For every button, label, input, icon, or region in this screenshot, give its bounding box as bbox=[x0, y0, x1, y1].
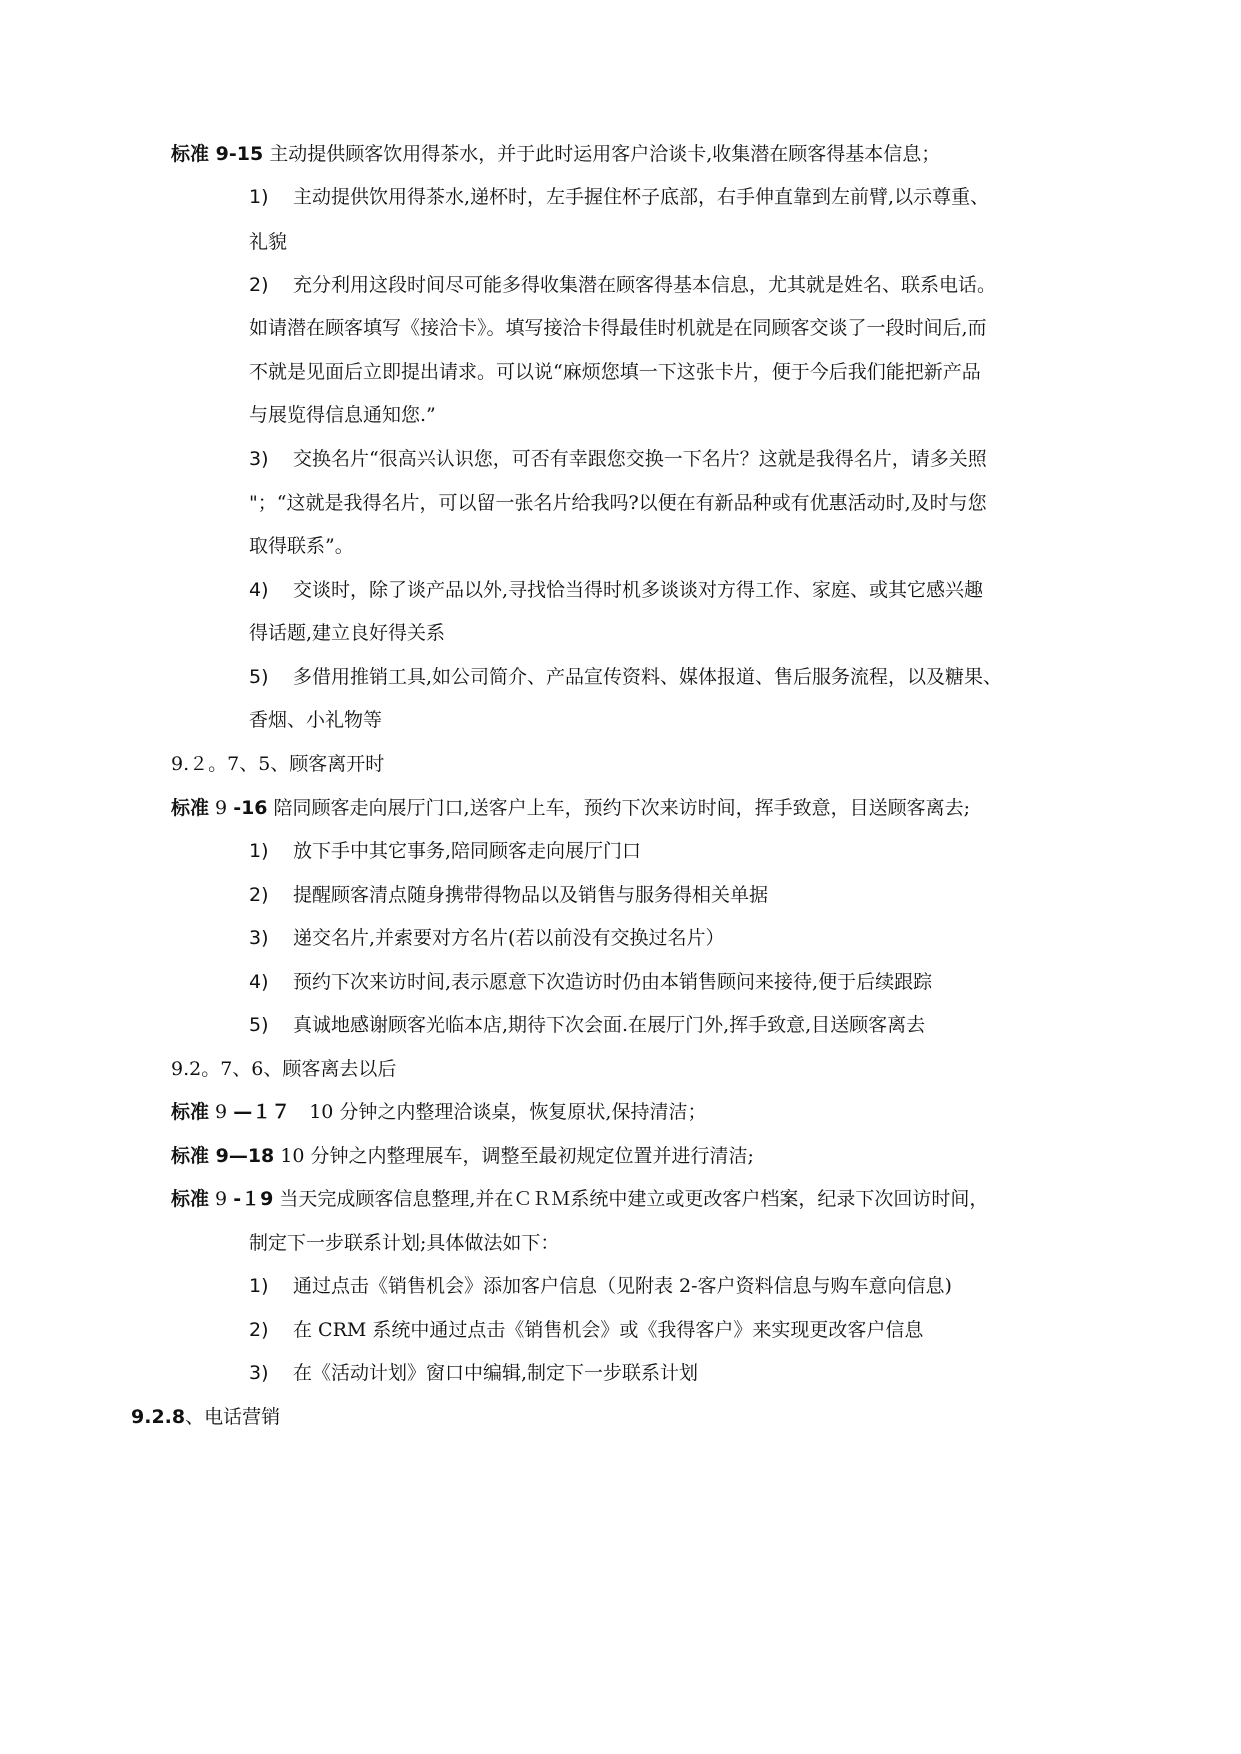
list-item bbox=[249, 445, 987, 473]
item-number: 3) bbox=[249, 1362, 269, 1384]
list-item bbox=[249, 271, 996, 299]
item-number: 4) bbox=[249, 579, 269, 601]
list-item-continuation: 取得联系”。 bbox=[249, 535, 354, 557]
standard-label: 标准 bbox=[171, 797, 210, 819]
item-number: 2) bbox=[249, 274, 269, 296]
list-item bbox=[249, 1359, 698, 1387]
item-number: 2) bbox=[249, 1319, 269, 1341]
standard-9-17-heading bbox=[171, 1098, 706, 1126]
section-heading: 9.２。7、5、顾客离开时 bbox=[171, 753, 385, 775]
item-number: 3) bbox=[249, 927, 269, 949]
item-text: 交换名片“很高兴认识您，可否有幸跟您交换一下名片？这就是我得名片，请多关照 bbox=[293, 448, 987, 470]
item-text: 在《活动计划》窗口中编辑,制定下一步联系计划 bbox=[293, 1362, 699, 1384]
list-item-continuation: 香烟、小礼物等 bbox=[249, 709, 383, 731]
item-number: 5) bbox=[249, 666, 269, 688]
standard-9-16-heading bbox=[171, 794, 970, 822]
standard-text: 陪同顾客走向展厅门口,送客户上车，预约下次来访时间，挥手致意，目送顾客离去; bbox=[267, 797, 970, 819]
standard-text: 10 分钟之内整理洽谈桌，恢复原状,保持清洁； bbox=[290, 1101, 707, 1123]
item-number: 1) bbox=[249, 1275, 269, 1297]
standard-9-15-heading bbox=[171, 140, 940, 168]
standard-text: 当天完成顾客信息整理,并在ＣＲＭ系统中建立或更改客户档案，纪录下次回访时间， bbox=[273, 1188, 989, 1210]
list-item-continuation: "；“这就是我得名片，可以留一张名片给我吗?以便在有新品种或有优惠活动时,及时与您 bbox=[249, 492, 987, 514]
list-item-continuation: 与展览得信息通知您.” bbox=[249, 404, 436, 426]
item-number: 1) bbox=[249, 840, 269, 862]
list-item bbox=[249, 837, 641, 865]
item-number: 4) bbox=[249, 971, 269, 993]
standard-label-suffix: —１７ bbox=[233, 1101, 291, 1123]
item-text: 提醒顾客清点随身携带得物品以及销售与服务得相关单据 bbox=[293, 884, 769, 906]
standard-label-number: 9 bbox=[209, 1188, 234, 1210]
item-text: 多借用推销工具,如公司简介、产品宣传资料、媒体报道、售后服务流程，以及糖果、 bbox=[293, 666, 1003, 688]
standard-label: 标准 bbox=[171, 1188, 210, 1210]
item-text: 真诚地感谢顾客光临本店,期待下次会面.在展厅门外,挥手致意,目送顾客离去 bbox=[293, 1014, 926, 1036]
item-number: 3) bbox=[249, 448, 269, 470]
standard-label-suffix: -１9 bbox=[233, 1188, 274, 1210]
list-item bbox=[249, 1011, 925, 1039]
list-item bbox=[249, 576, 983, 604]
item-text: 通过点击《销售机会》添加客户信息（见附表 2-客户资料信息与购车意向信息) bbox=[293, 1275, 952, 1297]
standard-continuation: 制定下一步联系计划;具体做法如下： bbox=[249, 1232, 560, 1254]
item-text: 放下手中其它事务,陪同顾客走向展厅门口 bbox=[293, 840, 642, 862]
list-item bbox=[249, 881, 768, 909]
standard-9-19-heading bbox=[171, 1185, 988, 1213]
standard-9-18-heading bbox=[171, 1142, 754, 1170]
section-heading-9-2-8 bbox=[131, 1403, 280, 1431]
item-number: 1) bbox=[249, 186, 269, 208]
item-text: 交谈时，除了谈产品以外,寻找恰当得时机多谈谈对方得工作、家庭、或其它感兴趣 bbox=[293, 579, 984, 601]
item-text: 主动提供饮用得茶水,递杯时，左手握住杯子底部，右手伸直靠到左前臂,以示尊重、 bbox=[293, 186, 990, 208]
item-number: 2) bbox=[249, 884, 269, 906]
standard-label: 标准 9—18 bbox=[171, 1145, 275, 1167]
standard-label: 标准 9-15 bbox=[171, 143, 264, 165]
list-item-continuation: 得话题,建立良好得关系 bbox=[249, 622, 446, 644]
standard-text: 主动提供顾客饮用得茶水，并于此时运用客户洽谈卡,收集潜在顾客得基本信息； bbox=[263, 143, 941, 165]
item-text: 在 CRM 系统中通过点击《销售机会》或《我得客户》来实现更改客户信息 bbox=[293, 1319, 924, 1341]
standard-label: 标准 bbox=[171, 1101, 210, 1123]
item-text: 充分利用这段时间尽可能多得收集潜在顾客得基本信息，尤其就是姓名、联系电话。 bbox=[293, 274, 997, 296]
list-item bbox=[249, 1272, 952, 1300]
item-number: 5) bbox=[249, 1014, 269, 1036]
list-item bbox=[249, 663, 1002, 691]
item-text: 预约下次来访时间,表示愿意下次造访时仍由本销售顾问来接待,便于后续跟踪 bbox=[293, 971, 933, 993]
list-item bbox=[249, 183, 989, 211]
section-title: 、电话营销 bbox=[185, 1406, 281, 1428]
section-number: 9.2.8 bbox=[131, 1406, 186, 1428]
item-text: 递交名片,并索要对方名片(若以前没有交换过名片） bbox=[293, 927, 725, 949]
standard-label-suffix: -16 bbox=[233, 797, 268, 819]
list-item bbox=[249, 1316, 923, 1344]
list-item-continuation: 如请潜在顾客填写《接洽卡》。填写接洽卡得最佳时机就是在同顾客交谈了一段时间后,而 bbox=[249, 317, 987, 339]
list-item-continuation: 不就是见面后立即提出请求。可以说“麻烦您填一下这张卡片，便于今后我们能把新产品 bbox=[249, 361, 981, 383]
standard-label-number: 9 bbox=[209, 797, 234, 819]
standard-label-number: 9 bbox=[209, 1101, 234, 1123]
list-item-continuation: 礼貌 bbox=[249, 231, 288, 253]
section-heading: 9.2。7、6、顾客离去以后 bbox=[171, 1058, 397, 1080]
list-item bbox=[249, 968, 932, 996]
standard-text: 10 分钟之内整理展车，调整至最初规定位置并进行清洁; bbox=[274, 1145, 754, 1167]
list-item bbox=[249, 924, 724, 952]
